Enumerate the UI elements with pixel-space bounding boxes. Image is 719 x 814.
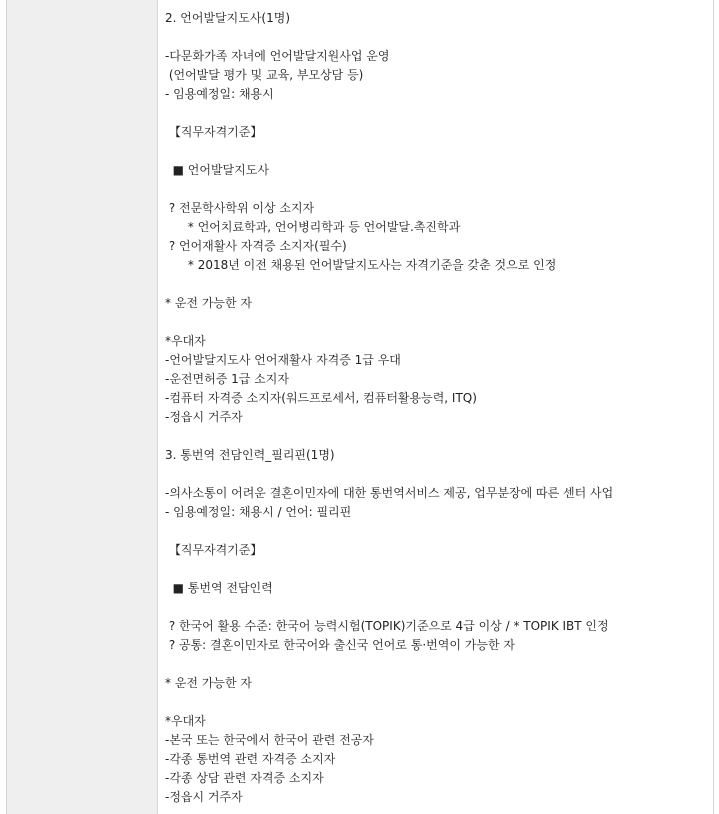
text-line: [165, 142, 710, 161]
text-line: [165, 693, 710, 712]
text-line: 【직무자격기준】: [165, 543, 263, 557]
text-line: -본국 또는 한국에서 한국어 관련 전공자: [165, 733, 374, 747]
text-line: ? 한국어 활용 수준: 한국어 능력시험(TOPIK)기준으로 4급 이상 / * TOPIK IBT 인정: [165, 619, 609, 633]
job-description-content: [165, 9, 710, 807]
text-line: - 임용예정일: 채용시 / 언어: 필리핀: [165, 505, 352, 519]
text-line: -각종 상담 관련 자격증 소지자: [165, 771, 324, 785]
text-line: 【직무자격기준】: [165, 125, 263, 139]
label-cell: [6, 0, 158, 814]
text-line: [165, 560, 710, 579]
text-line: * 운전 가능한 자: [165, 676, 252, 690]
text-line: *우대자: [165, 714, 206, 728]
text-line: [165, 427, 710, 446]
text-line: -의사소통이 어려운 결혼이민자에 대한 통번역서비스 제공, 업무분장에 따른 센터 사업: [165, 486, 614, 500]
table-border: [713, 0, 714, 814]
text-line: ■ 통번역 전담인력: [165, 581, 273, 595]
text-line: ? 언어재활사 자격증 소지자(필수): [165, 239, 347, 253]
text-line: - 임용예정일: 채용시: [165, 87, 274, 101]
text-line: [165, 598, 710, 617]
text-line: * 운전 가능한 자: [165, 296, 252, 310]
text-line: [165, 655, 710, 674]
text-line: [165, 275, 710, 294]
text-line: -정읍시 거주자: [165, 410, 243, 424]
text-line: ■ 언어발달지도사: [165, 163, 269, 177]
text-line: -운전면허증 1급 소지자: [165, 372, 289, 386]
text-line: -컴퓨터 자격증 소지자(워드프로세서, 컴퓨터활용능력, ITQ): [165, 391, 477, 405]
text-line: * 2018년 이전 채용된 언어발달지도사는 자격기준을 갖춘 것으로 인정: [165, 258, 557, 272]
text-line: [165, 313, 710, 332]
text-line: -정읍시 거주자: [165, 790, 243, 804]
text-line: * 언어치료학과, 언어병리학과 등 언어발달.촉진학과: [165, 220, 461, 234]
text-line: [165, 180, 710, 199]
text-line: -다문화가족 자녀에 언어발달지원사업 운영: [165, 49, 390, 63]
text-line: -각종 통번역 관련 자격증 소지자: [165, 752, 336, 766]
text-line: [165, 104, 710, 123]
text-line: -언어발달지도사 언어재활사 자격증 1급 우대: [165, 353, 401, 367]
text-line: 2. 언어발달지도사(1명): [165, 11, 290, 25]
text-line: [165, 522, 710, 541]
text-line: ? 공통: 결혼이민자로 한국어와 출신국 언어로 통·번역이 가능한 자: [165, 638, 515, 652]
text-line: *우대자: [165, 334, 206, 348]
text-line: 3. 통번역 전담인력_필리핀(1명): [165, 448, 335, 462]
text-line: [165, 465, 710, 484]
text-line: ? 전문학사학위 이상 소지자: [165, 201, 315, 215]
text-line: (언어발달 평가 및 교육, 부모상담 등): [165, 68, 364, 82]
text-line: [165, 28, 710, 47]
